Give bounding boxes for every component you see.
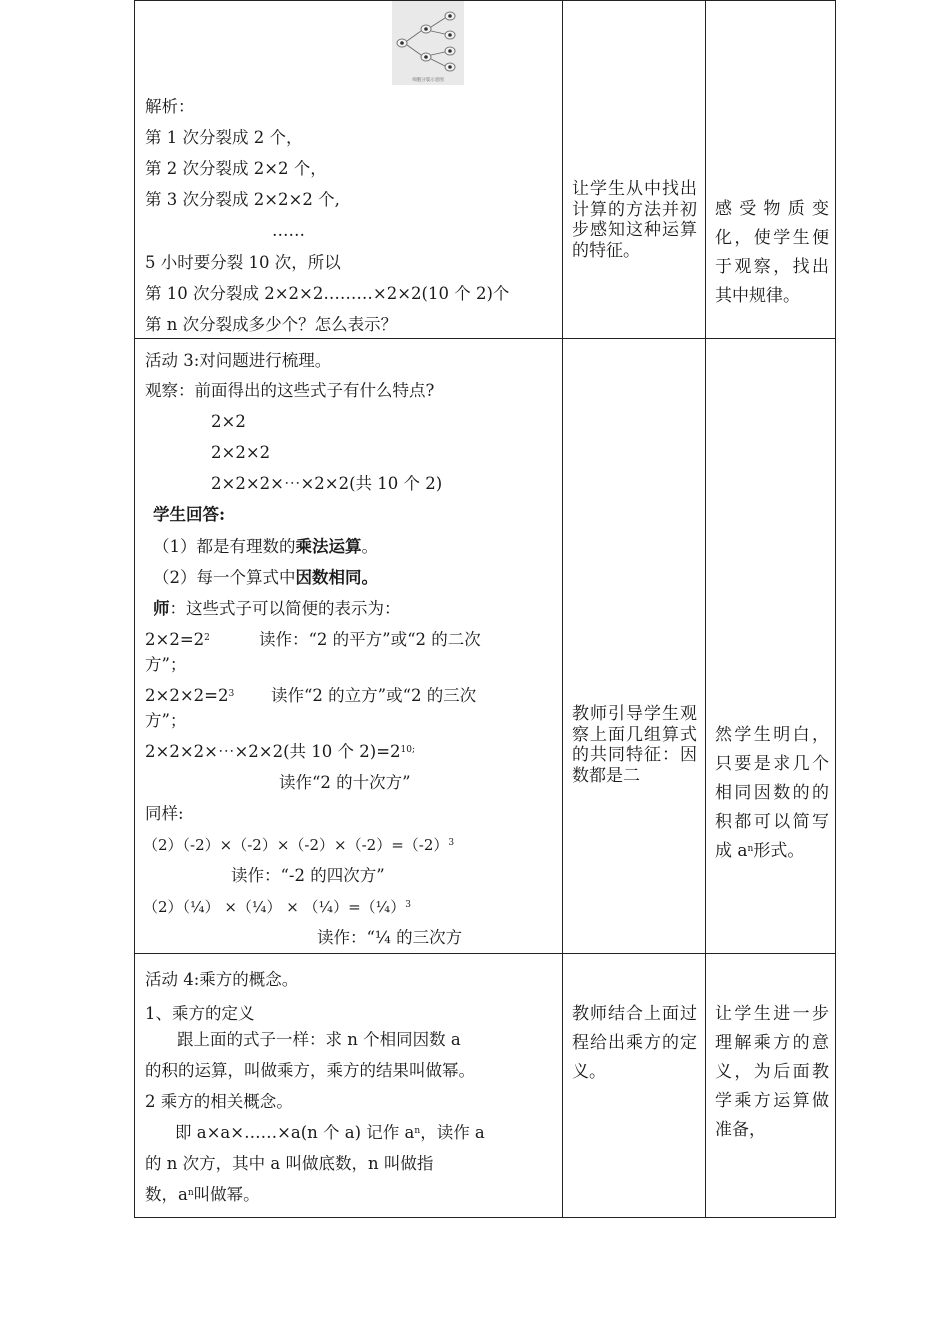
teacher-text: ：这些式子可以简便的表示为：: [169, 599, 401, 618]
answer-label-text: 学生回答:: [153, 505, 226, 524]
concept-line: [145, 1185, 260, 1205]
row1-teacher-cell: [563, 1, 706, 339]
concept-line-end: ，读作 a: [420, 1123, 485, 1142]
formula-2-read-end: 方”；: [145, 711, 187, 730]
formula-neg2-exp: 3: [448, 838, 455, 848]
concept-line-exp: n: [414, 1126, 421, 1136]
formula-1: [145, 630, 210, 650]
concept-line: [175, 1123, 485, 1143]
table-row: [135, 339, 836, 954]
analysis-line: 第 10 次分裂成 2×2×2………×2×2(10 个 2)个: [145, 284, 510, 303]
formula-quarter-read: 读作：“¼ 的三次方: [317, 928, 463, 947]
row2-content-cell: [135, 339, 563, 954]
row1-purpose-cell: [706, 1, 836, 339]
cell-division-image: [392, 1, 464, 85]
concept-line-text: 即 a×a×……×a(n 个 a) 记作 a: [175, 1123, 415, 1142]
formula-1-read: 读作：“2 的平方”或“2 的二次: [259, 630, 481, 649]
definition-line: 跟上面的式子一样：求 n 个相同因数 a: [177, 1030, 461, 1049]
analysis-line: 解析：: [145, 97, 195, 116]
formula-2: [145, 686, 234, 706]
expression: 2×2×2: [211, 443, 271, 462]
concept-line-text: 数，a: [145, 1185, 188, 1204]
lesson-table: [134, 0, 836, 1218]
expression: 2×2×2×⋯×2×2(共 10 个 2): [211, 474, 443, 493]
row1-col2-text: 让学生从中找出计算的方法并初步感知这种运算的特征。: [572, 179, 697, 261]
answer-1-text: （1）都是有理数的: [153, 537, 296, 556]
activity4-title: 活动 4:乘方的概念。: [145, 970, 299, 989]
analysis-line: 第 3 次分裂成 2×2×2 个,: [145, 190, 340, 209]
table-row: [135, 1, 836, 339]
row1-col3-text: 感受物质变化，使学生便于观察，找出其中规律。: [715, 199, 829, 306]
formula-quarter-exp: 3: [405, 900, 411, 910]
answer-2-bold: 因数相同。: [295, 568, 378, 587]
formula-1-base: 2×2=2: [145, 630, 205, 649]
row2-teacher-cell: [563, 339, 706, 954]
row2-col3-exp: n: [747, 844, 754, 854]
row3-col3-text: 让学生进一步理解乘方的意义，为后面教学乘方运算做准备，: [715, 1004, 829, 1140]
row2-col3-end: 形式。: [753, 841, 805, 861]
formula-quarter-text: （2）（¼） ×（¼） × （¼）=（¼）: [143, 898, 406, 916]
answer-2: [153, 568, 378, 588]
row2-col3-main: 然学生明白，只要是求几个相同因数的的积都可以简写成 a: [715, 725, 829, 861]
row3-purpose-cell: [706, 954, 836, 1218]
answer-1: [153, 537, 378, 557]
answer-1-bold: 乘法运算: [295, 537, 362, 556]
concept-line: 的 n 次方，其中 a 叫做底数，n 叫做指: [145, 1154, 434, 1173]
formula-neg2-text: （2）（-2）×（-2）×（-2）×（-2）=（-2）: [143, 836, 449, 854]
student-answer-label: [153, 505, 225, 525]
row3-teacher-cell: [563, 954, 706, 1218]
teacher-line: [153, 599, 401, 619]
analysis-line: 第 2 次分裂成 2×2 个，: [145, 159, 327, 178]
answer-1-end: 。: [361, 537, 378, 556]
formula-3-read: 读作“2 的十次方”: [279, 773, 411, 792]
definition-line: 的积的运算，叫做乘方，乘方的结果叫做幂。: [145, 1061, 475, 1080]
formula-3-base: 2×2×2×⋯×2×2(共 10 个 2)=2: [145, 742, 401, 761]
analysis-ellipsis: ……: [272, 221, 305, 240]
row1-content-cell: [135, 1, 563, 339]
concept-heading: 2 乘方的相关概念。: [145, 1092, 293, 1111]
row3-content-cell: [135, 954, 563, 1218]
analysis-question: 第 n 次分裂成多少个？怎么表示？: [145, 315, 398, 334]
image-caption: 细胞分裂示意图: [412, 78, 444, 83]
row2-col2-text: 教师引导学生观察上面几组算式的共同特征：因数都是二: [572, 704, 697, 786]
analysis-line: 5 小时要分裂 10 次，所以: [145, 253, 341, 272]
concept-line-end: 叫做幂。: [193, 1185, 260, 1204]
formula-3: [145, 742, 415, 762]
formula-2-read: 读作“2 的立方”或“2 的三次: [271, 686, 477, 705]
analysis-line: 第 1 次分裂成 2 个，: [145, 128, 303, 147]
formula-neg2: [143, 835, 454, 855]
observe-line: 观察：前面得出的这些式子有什么特点?: [145, 381, 435, 400]
answer-2-text: （2）每一个算式中: [153, 568, 296, 587]
same-label: 同样:: [145, 804, 184, 823]
row3-col2-text: 教师结合上面过程给出乘方的定义。: [572, 1004, 697, 1082]
concept-line-exp: n: [187, 1188, 194, 1198]
formula-quarter: [143, 897, 411, 917]
activity3-title: 活动 3:对问题进行梳理。: [145, 351, 332, 370]
formula-1-exp: 2: [204, 633, 210, 643]
teacher-label: 师: [153, 599, 170, 618]
row2-purpose-cell: [706, 339, 836, 954]
formula-1-read-end: 方”；: [145, 655, 187, 674]
expression: 2×2: [211, 412, 246, 431]
formula-3-exp: 10;: [400, 745, 416, 755]
definition-heading: 1、乘方的定义: [145, 1004, 255, 1023]
formula-2-exp: 3: [228, 689, 235, 699]
formula-neg2-read: 读作：“-2 的四次方”: [231, 866, 385, 885]
row2-col3-text: [715, 721, 829, 866]
formula-2-base: 2×2×2=2: [145, 686, 229, 705]
table-row: [135, 954, 836, 1218]
